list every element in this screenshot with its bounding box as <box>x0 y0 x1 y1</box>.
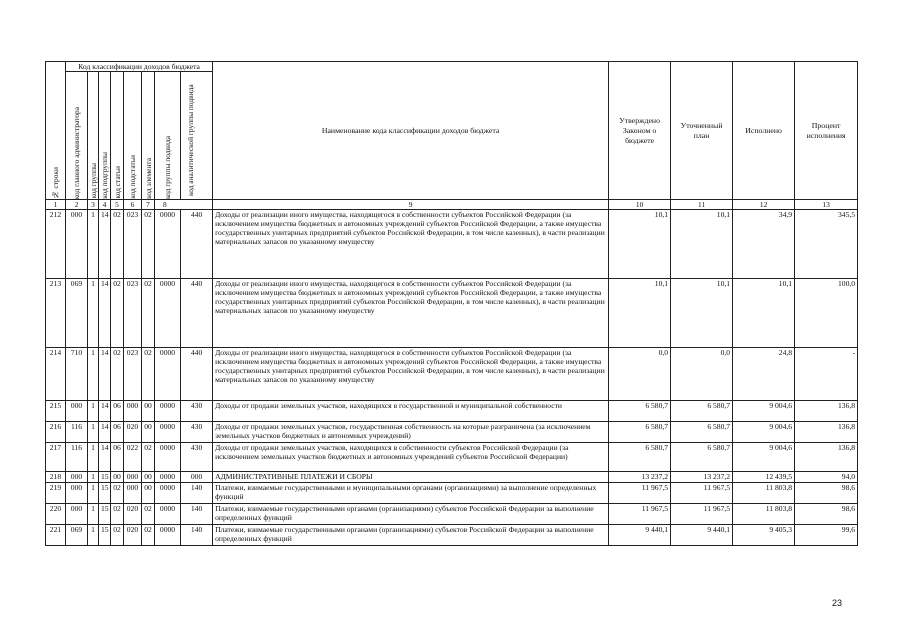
cell-line: 213 <box>46 279 66 348</box>
cell-approved: 13 237,2 <box>609 472 671 483</box>
cell-subgrp: 14 <box>99 210 111 279</box>
cell-approved: 6 580,7 <box>609 401 671 422</box>
cell-executed: 9 004,6 <box>733 422 795 443</box>
cell-line: 217 <box>46 443 66 472</box>
cell-refined: 11 967,5 <box>671 504 733 525</box>
cell-subart: 000 <box>124 483 142 504</box>
cell-elem: 00 <box>142 422 155 443</box>
cell-line: 212 <box>46 210 66 279</box>
cell-line: 221 <box>46 525 66 546</box>
header-percent: Процент исполнения <box>795 62 858 200</box>
cell-subtype: 0000 <box>155 525 181 546</box>
table-row <box>46 210 858 279</box>
cell-refined: 6 580,7 <box>671 401 733 422</box>
column-number: 3 <box>88 200 99 210</box>
header-code-subgroup: код подгруппы <box>99 72 111 200</box>
table-row <box>46 348 858 401</box>
cell-elem: 02 <box>142 210 155 279</box>
header-refined: Уточненный план <box>671 62 733 200</box>
cell-percent: 99,6 <box>795 525 858 546</box>
cell-name: Платежи, взимаемые государственными органами (организациями) субъектов Российской Федерации за выполнение определенных функций <box>213 504 609 525</box>
header-code-group-col: код группы <box>88 72 99 200</box>
header-code-admin: код главного администратора <box>66 72 88 200</box>
cell-art: 00 <box>111 472 124 483</box>
cell-subart: 000 <box>124 472 142 483</box>
cell-name: Доходы от реализации иного имущества, находящегося в собственности субъектов Российской Федерации (за исключением имущества бюджетных и автономных учреждений субъектов Российской Федерации, а также имущества государственных унитарных предприятий субъектов Российской Федерации, в том числе казенных), в части реализации материальных запасов по указанному имуществу <box>213 348 609 401</box>
cell-line: 220 <box>46 504 66 525</box>
column-number: 13 <box>795 200 858 210</box>
budget-revenue-table <box>45 61 858 546</box>
cell-grp: 1 <box>88 504 99 525</box>
cell-refined: 13 237,2 <box>671 472 733 483</box>
table-row <box>46 279 858 348</box>
cell-art: 02 <box>111 483 124 504</box>
cell-subtype: 0000 <box>155 210 181 279</box>
cell-grp: 1 <box>88 525 99 546</box>
cell-elem: 00 <box>142 401 155 422</box>
header-code-analytic: код аналитической группы подвида <box>181 72 213 200</box>
cell-subart: 020 <box>124 422 142 443</box>
cell-subtype: 0000 <box>155 401 181 422</box>
cell-percent: 94,0 <box>795 472 858 483</box>
cell-executed: 12 439,5 <box>733 472 795 483</box>
cell-subart: 022 <box>124 443 142 472</box>
column-number: 12 <box>733 200 795 210</box>
cell-subtype: 0000 <box>155 472 181 483</box>
header-approved: Утверждено Законом о бюджете <box>609 62 671 200</box>
cell-admin: 000 <box>66 504 88 525</box>
cell-executed: 11 803,8 <box>733 504 795 525</box>
column-number: 4 <box>99 200 111 210</box>
cell-elem: 00 <box>142 483 155 504</box>
cell-subgrp: 14 <box>99 279 111 348</box>
cell-art: 06 <box>111 443 124 472</box>
cell-analytic: 430 <box>181 422 213 443</box>
cell-subtype: 0000 <box>155 504 181 525</box>
cell-name: АДМИНИСТРАТИВНЫЕ ПЛАТЕЖИ И СБОРЫ <box>213 472 609 483</box>
cell-name: Доходы от реализации иного имущества, находящегося в собственности субъектов Российской Федерации (за исключением имущества бюджетных и автономных учреждений субъектов Российской Федерации, а также имущества государственных унитарных предприятий субъектов Российской Федерации, в том числе казенных), в части реализации материальных запасов по указанному имуществу <box>213 210 609 279</box>
cell-admin: 000 <box>66 401 88 422</box>
cell-admin: 000 <box>66 472 88 483</box>
column-number: 11 <box>671 200 733 210</box>
cell-approved: 9 440,1 <box>609 525 671 546</box>
cell-refined: 10,1 <box>671 210 733 279</box>
cell-elem: 02 <box>142 504 155 525</box>
cell-refined: 9 440,1 <box>671 525 733 546</box>
cell-art: 02 <box>111 348 124 401</box>
cell-grp: 1 <box>88 348 99 401</box>
cell-executed: 34,9 <box>733 210 795 279</box>
header-name: Наименование кода классификации доходов бюджета <box>213 62 609 200</box>
cell-approved: 6 580,7 <box>609 422 671 443</box>
column-number: 5 <box>111 200 124 210</box>
cell-subtype: 0000 <box>155 443 181 472</box>
cell-subgrp: 14 <box>99 422 111 443</box>
cell-percent: 100,0 <box>795 279 858 348</box>
header-code-subarticle: код подстатьи <box>124 72 142 200</box>
cell-executed: 9 004,6 <box>733 443 795 472</box>
cell-admin: 116 <box>66 443 88 472</box>
cell-subart: 023 <box>124 210 142 279</box>
cell-analytic: 140 <box>181 504 213 525</box>
cell-approved: 6 580,7 <box>609 443 671 472</box>
cell-analytic: 430 <box>181 443 213 472</box>
cell-line: 215 <box>46 401 66 422</box>
cell-percent: 136,8 <box>795 401 858 422</box>
cell-grp: 1 <box>88 483 99 504</box>
cell-subart: 020 <box>124 525 142 546</box>
cell-subart: 000 <box>124 401 142 422</box>
cell-name: Доходы от продажи земельных участков, находящихся в собственности субъектов Российской Федерации (за исключением земельных участков бюджетных и автономных учреждений субъектов Российской Федерации) <box>213 443 609 472</box>
cell-admin: 069 <box>66 525 88 546</box>
table-row <box>46 504 858 525</box>
cell-art: 06 <box>111 422 124 443</box>
cell-elem: 02 <box>142 279 155 348</box>
cell-line: 216 <box>46 422 66 443</box>
cell-elem: 00 <box>142 472 155 483</box>
cell-subtype: 0000 <box>155 483 181 504</box>
cell-line: 218 <box>46 472 66 483</box>
cell-executed: 24,8 <box>733 348 795 401</box>
table-row <box>46 525 858 546</box>
cell-grp: 1 <box>88 472 99 483</box>
cell-subgrp: 14 <box>99 401 111 422</box>
cell-refined: 11 967,5 <box>671 483 733 504</box>
cell-subtype: 0000 <box>155 279 181 348</box>
cell-art: 02 <box>111 279 124 348</box>
cell-approved: 0,0 <box>609 348 671 401</box>
cell-elem: 02 <box>142 443 155 472</box>
column-number-row <box>46 200 858 210</box>
cell-analytic: 000 <box>181 472 213 483</box>
cell-art: 02 <box>111 504 124 525</box>
cell-elem: 02 <box>142 525 155 546</box>
column-number: 6 <box>124 200 142 210</box>
cell-refined: 0,0 <box>671 348 733 401</box>
cell-admin: 116 <box>66 422 88 443</box>
cell-analytic: 440 <box>181 279 213 348</box>
cell-approved: 11 967,5 <box>609 504 671 525</box>
cell-refined: 6 580,7 <box>671 422 733 443</box>
cell-analytic: 440 <box>181 210 213 279</box>
cell-refined: 10,1 <box>671 279 733 348</box>
table-row <box>46 401 858 422</box>
cell-line: 219 <box>46 483 66 504</box>
cell-refined: 6 580,7 <box>671 443 733 472</box>
column-number: 2 <box>66 200 88 210</box>
header-executed: Исполнено <box>733 62 795 200</box>
cell-analytic: 140 <box>181 483 213 504</box>
page-number: 23 <box>832 598 843 608</box>
cell-name: Доходы от реализации иного имущества, находящегося в собственности субъектов Российской Федерации (за исключением имущества бюджетных и автономных учреждений субъектов Российской Федерации, а также имущества государственных унитарных предприятий субъектов Российской Федерации, в том числе казенных), в части реализации материальных запасов по указанному имуществу <box>213 279 609 348</box>
cell-executed: 10,1 <box>733 279 795 348</box>
table-row <box>46 483 858 504</box>
cell-executed: 9 405,3 <box>733 525 795 546</box>
table-row <box>46 443 858 472</box>
cell-art: 06 <box>111 401 124 422</box>
cell-name: Доходы от продажи земельных участков, находящихся в государственной и муниципальной собственности <box>213 401 609 422</box>
cell-subgrp: 15 <box>99 483 111 504</box>
cell-subgrp: 15 <box>99 472 111 483</box>
cell-percent: 98,6 <box>795 504 858 525</box>
cell-subgrp: 15 <box>99 525 111 546</box>
table-row <box>46 472 858 483</box>
column-number: 9 <box>213 200 609 210</box>
cell-subgrp: 15 <box>99 504 111 525</box>
cell-line: 214 <box>46 348 66 401</box>
cell-subtype: 0000 <box>155 348 181 401</box>
column-number: 8 <box>155 200 213 210</box>
cell-grp: 1 <box>88 443 99 472</box>
cell-art: 02 <box>111 210 124 279</box>
cell-subgrp: 14 <box>99 348 111 401</box>
cell-subart: 023 <box>124 348 142 401</box>
header-code-group: Код классификации доходов бюджета <box>66 62 213 72</box>
cell-grp: 1 <box>88 401 99 422</box>
cell-subgrp: 14 <box>99 443 111 472</box>
cell-subart: 023 <box>124 279 142 348</box>
cell-executed: 11 803,8 <box>733 483 795 504</box>
header-code-article: код статьи <box>111 72 124 200</box>
cell-name: Платежи, взимаемые государственными органами (организациями) субъектов Российской Федерации за выполнение определенных функций <box>213 525 609 546</box>
cell-elem: 02 <box>142 348 155 401</box>
column-number: 7 <box>142 200 155 210</box>
header-code-element: код элемента <box>142 72 155 200</box>
header-line-no: № строки <box>46 62 66 200</box>
cell-admin: 000 <box>66 483 88 504</box>
header-code-subtype: код группы подвида <box>155 72 181 200</box>
cell-percent: 345,5 <box>795 210 858 279</box>
cell-executed: 9 004,6 <box>733 401 795 422</box>
cell-approved: 10,1 <box>609 279 671 348</box>
cell-grp: 1 <box>88 210 99 279</box>
column-number: 1 <box>46 200 66 210</box>
cell-art: 02 <box>111 525 124 546</box>
cell-analytic: 430 <box>181 401 213 422</box>
cell-name: Платежи, взимаемые государственными и муниципальными органами (организациями) за выполнение определенных функций <box>213 483 609 504</box>
cell-approved: 11 967,5 <box>609 483 671 504</box>
cell-admin: 069 <box>66 279 88 348</box>
cell-subart: 020 <box>124 504 142 525</box>
cell-percent: 136,8 <box>795 422 858 443</box>
cell-grp: 1 <box>88 422 99 443</box>
cell-approved: 10,1 <box>609 210 671 279</box>
cell-admin: 000 <box>66 210 88 279</box>
cell-percent: 98,6 <box>795 483 858 504</box>
cell-name: Доходы от продажи земельных участков, государственная собственность на которые разграничена (за исключением земельных участков бюджетных и автономных учреждений) <box>213 422 609 443</box>
column-number: 10 <box>609 200 671 210</box>
table-row <box>46 422 858 443</box>
cell-percent: 136,8 <box>795 443 858 472</box>
cell-analytic: 440 <box>181 348 213 401</box>
cell-subtype: 0000 <box>155 422 181 443</box>
cell-grp: 1 <box>88 279 99 348</box>
cell-admin: 710 <box>66 348 88 401</box>
cell-analytic: 140 <box>181 525 213 546</box>
cell-percent: - <box>795 348 858 401</box>
